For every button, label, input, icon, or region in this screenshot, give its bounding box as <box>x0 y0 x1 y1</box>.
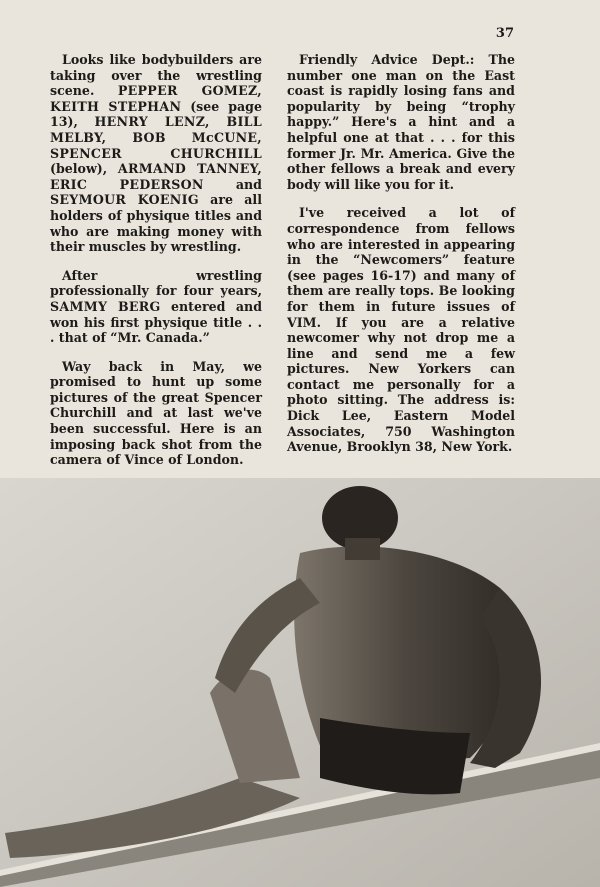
wrestler-names: HENRY LENZ, BILL MELBY, BOB McCUNE, SPENCER CHURCHILL <box>50 114 262 161</box>
wrestler-names: PEPPER GOMEZ, KEITH STEPHAN <box>50 83 262 114</box>
text-run: entered and won his first physique title . . . that of “Mr. Canada.” <box>50 298 262 346</box>
paragraph-sammy-berg <box>50 268 262 346</box>
page-number: 37 <box>495 26 514 41</box>
text-run: and <box>203 176 262 192</box>
text-run: Looks like bodybuilders are taking over the wrestling scene. <box>50 52 262 99</box>
right-column <box>287 52 515 468</box>
photo-illustration <box>0 478 600 887</box>
wrestler-names: ARMAND TANNEY, ERIC PEDERSON <box>50 161 263 192</box>
text-run: After wrestling professionally for four years, <box>50 267 262 299</box>
text-run: (see page 13), <box>50 98 262 130</box>
wrestler-names: SAMMY BERG <box>50 298 161 314</box>
paragraph-newcomers: I've received a lot of correspondence from fellows who are interested in appearing in the “Newcomers” feature (see pages 16-17) and many of them are really tops. Be looking for them in future issues of VIM. If you are a relative newcomer why not drop me a line and send me a few pictures. New Yorkers can contact me personally for a photo sitting. The address is: Dick Lee, Eastern Model Associates, 750 Washington Avenue, Brooklyn 38, New York. <box>287 205 515 455</box>
physique-photo <box>0 478 600 887</box>
wrestler-names: SEYMOUR KOENIG <box>50 192 199 208</box>
left-column <box>50 52 262 481</box>
paragraph-spencer-churchill: Way back in May, we promised to hunt up some pictures of the great Spencer Churchill and at last we've been successful. Here is an imposing back shot from the camera of Vince of London. <box>50 358 262 468</box>
paragraph-friendly-advice: Friendly Advice Dept.: The number one man on the East coast is rapidly losing fans and popularity by being “trophy happy.” Here's a hint and a helpful one at that . . . for this former Jr. Mr. America. Give the other fellows a break and every body will like you for it. <box>287 52 515 192</box>
paragraph-wrestling-bodybuilders <box>50 52 262 255</box>
text-run: (below), <box>50 161 118 177</box>
text-run: are all holders of physique titles and who are making money with their muscles by wrestling. <box>50 192 262 255</box>
